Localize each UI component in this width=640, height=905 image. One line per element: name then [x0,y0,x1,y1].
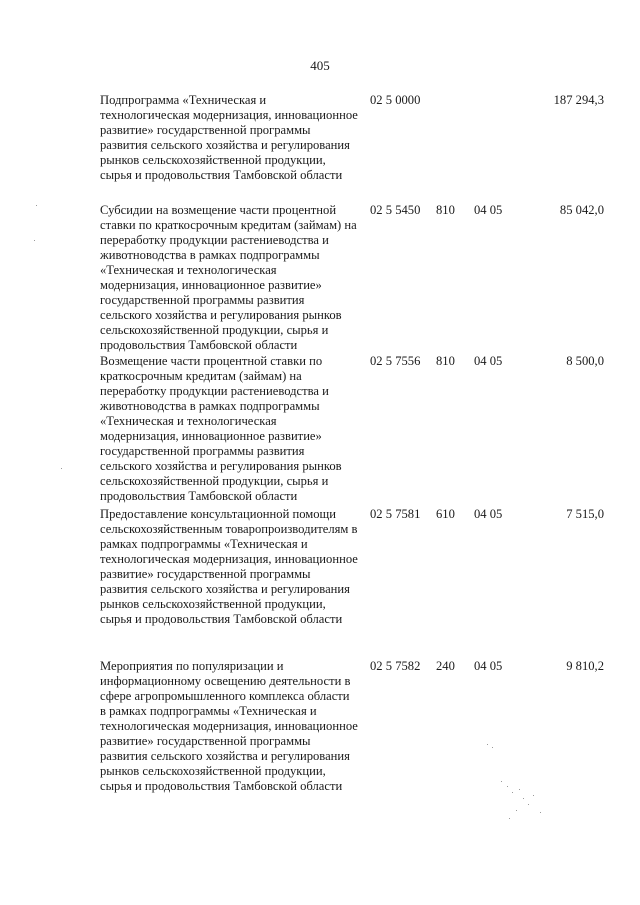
row-amount: 7 515,0 [566,507,604,521]
row-amount: 187 294,3 [553,93,604,107]
row-expense-type: 810 [436,203,455,217]
row-expense-type: 810 [436,354,455,368]
row-amount: 8 500,0 [566,354,604,368]
row-target-code: 02 5 7556 [370,354,421,368]
row-section: 04 05 [474,659,503,673]
row-target-code: 02 5 7582 [370,659,421,673]
row-description: Подпрограмма «Техническая и технологическая модернизация, инновационное развитие» государственной программы развития сельского хозяйства и регулирования рынков сельскохозяйственной продукции, сырья и продовольствия Тамбовской области [100,93,358,182]
row-expense-type: 610 [436,507,455,521]
row-target-code: 02 5 5450 [370,203,421,217]
row-target-code: 02 5 7581 [370,507,421,521]
row-expense-type: 240 [436,659,455,673]
row-description: Возмещение части процентной ставки по краткосрочным кредитам (займам) на переработку продукции растениеводства и животноводства в рамках подпрограммы «Техническая и технологическая модернизация, инновационное развитие» государственной программы развития сельского хозяйства и регулирования рынков сельскохозяйственной продукции, сырья и продовольствия Тамбовской области [100,354,342,503]
row-description: Субсидии на возмещение части процентной ставки по краткосрочным кредитам (займам) на переработку продукции растениеводства и животноводства в рамках подпрограммы «Техническая и технологическая модернизация, инновационное развитие» государственной программы развития сельского хозяйства и регулирования рынков сельскохозяйственной продукции, сырья и продовольствия Тамбовской области [100,203,357,352]
row-description: Мероприятия по популяризации и информационному освещению деятельности в сфере агропромышленного комплекса области в рамках подпрограммы «Техническая и технологическая модернизация, инновационное развитие» государственной программы развития сельского хозяйства и регулирования рынков сельскохозяйственной продукции, сырья и продовольствия Тамбовской области [100,659,358,793]
row-amount: 85 042,0 [559,203,604,217]
row-section: 04 05 [474,203,503,217]
row-section: 04 05 [474,507,503,521]
row-section: 04 05 [474,354,503,368]
row-amount: 9 810,2 [566,659,604,673]
row-target-code: 02 5 0000 [370,93,421,107]
row-description: Предоставление консультационной помощи сельскохозяйственным товаропроизводителям в рамках подпрограммы «Техническая и технологическая модернизация, инновационное развитие» государственной программы развития сельского хозяйства и регулирования рынков сельскохозяйственной продукции, сырья и продовольствия Тамбовской области [100,507,358,626]
page-number: 405 [310,58,330,73]
